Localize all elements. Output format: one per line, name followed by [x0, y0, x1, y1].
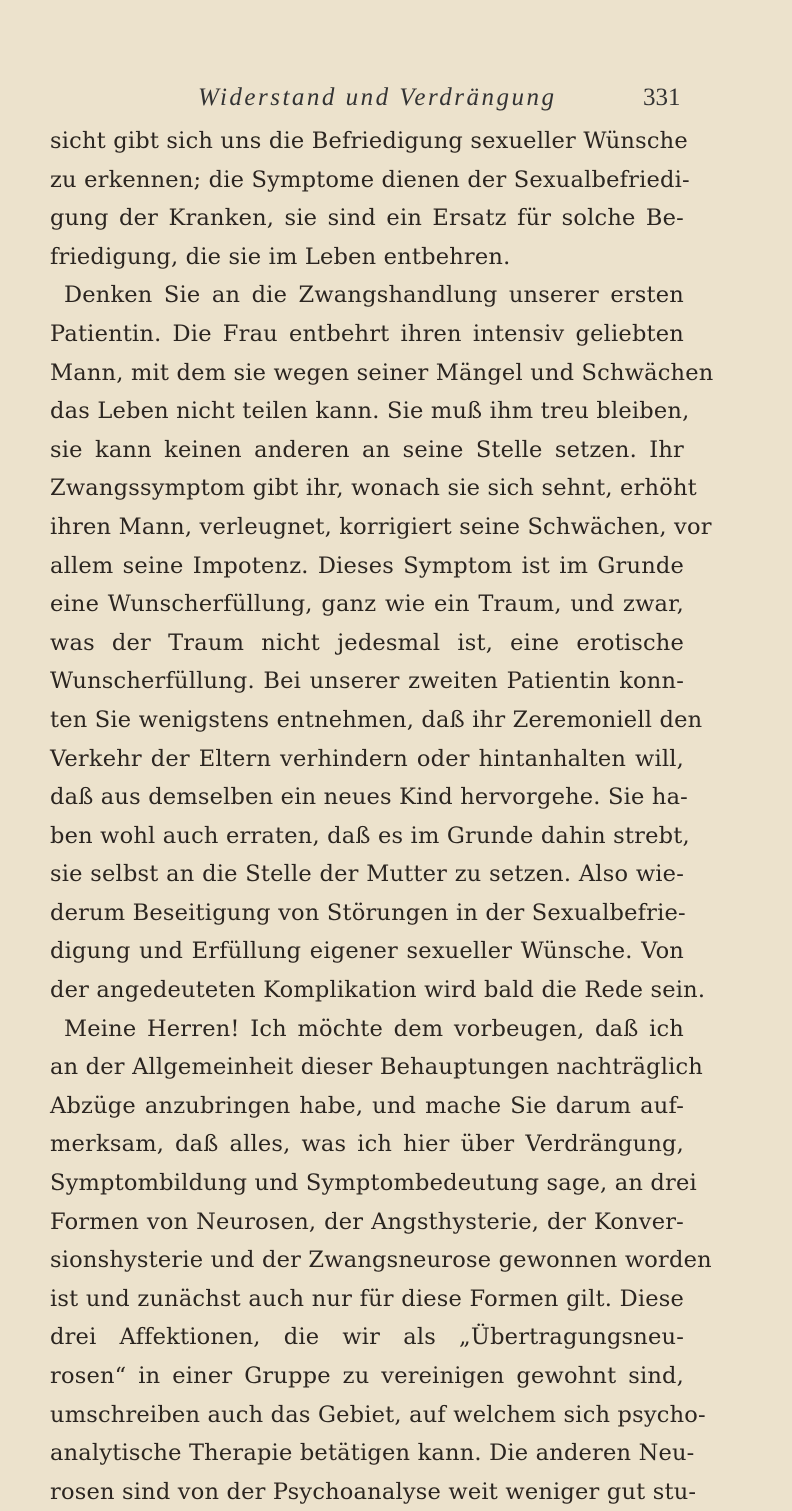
text-line: merksam, daß alles, was ich hier über Verdrängung, — [50, 1131, 684, 1158]
text-line: drei Affektionen, die wir als „Übertragungsneu- — [50, 1324, 684, 1351]
running-title: Widerstand und Verdrängung — [198, 84, 557, 111]
text-line: rosen“ in einer Gruppe zu vereinigen gewohnt sind, — [50, 1363, 684, 1389]
text-line: umschreiben auch das Gebiet, auf welchem sich psycho- — [50, 1401, 706, 1428]
body-text — [50, 122, 714, 1511]
text-line: Formen von Neurosen, der Angsthysterie, der Konver- — [50, 1208, 684, 1235]
text-line: sie kann keinen anderen an seine Stelle setzen. Ihr — [50, 436, 684, 463]
text-line: Patientin. Die Frau entbehrt ihren intensiv geliebten — [50, 320, 684, 347]
text-line: ten Sie wenigstens entnehmen, daß ihr Zeremoniell den — [50, 706, 703, 733]
text-line: gung der Kranken, sie sind ein Ersatz für solche Be- — [50, 205, 684, 232]
text-line: Wunscherfüllung. Bei unserer zweiten Patientin konn- — [50, 668, 684, 695]
text-line: ben wohl auch erraten, daß es im Grunde dahin strebt, — [50, 822, 690, 849]
text-line: an der Allgemeinheit dieser Behauptungen nachträglich — [50, 1054, 703, 1081]
text-line: Abzüge anzubringen habe, und mache Sie darum auf- — [50, 1092, 684, 1119]
text-line: der angedeuteten Komplikation wird bald die Rede sein. — [50, 977, 706, 1004]
text-line: was der Traum nicht jedesmal ist, eine erotische — [50, 629, 684, 656]
text-line: Verkehr der Eltern verhindern oder hintanhalten will, — [50, 745, 684, 772]
text-line: rosen sind von der Psychoanalyse weit weniger gut stu- — [50, 1478, 697, 1505]
text-line: sie selbst an die Stelle der Mutter zu setzen. Also wie- — [50, 861, 684, 888]
text-line: das Leben nicht teilen kann. Sie muß ihm treu bleiben, — [50, 398, 690, 425]
text-line: digung und Erfüllung eigener sexueller Wünsche. Von — [50, 938, 684, 965]
text-line: daß aus demselben ein neues Kind hervorgehe. Sie ha- — [50, 784, 688, 811]
text-line: Symptombildung und Symptombedeutung sage, an drei — [50, 1170, 697, 1197]
page-header — [0, 78, 792, 118]
text-line: analytische Therapie betätigen kann. Die anderen Neu- — [50, 1440, 695, 1467]
text-line: sicht gibt sich uns die Befriedigung sexueller Wünsche — [50, 128, 688, 154]
text-line: ist und zunächst auch nur für diese Formen gilt. Diese — [50, 1285, 684, 1312]
text-line: sionshysterie und der Zwangsneurose gewonnen worden — [50, 1247, 712, 1274]
text-line: allem seine Impotenz. Dieses Symptom ist im Grunde — [50, 552, 684, 579]
text-line: zu erkennen; die Symptome dienen der Sexualbefriedi- — [50, 166, 690, 193]
text-line: Mann, mit dem sie wegen seiner Mängel und Schwächen — [50, 359, 714, 386]
text-line: derum Beseitigung von Störungen in der Sexualbefrie- — [50, 899, 686, 926]
text-line: ihren Mann, verleugnet, korrigiert seine Schwächen, vor — [50, 513, 712, 540]
text-line: Zwangssymptom gibt ihr, wonach sie sich sehnt, erhöht — [50, 475, 697, 502]
page-number: 331 — [643, 84, 681, 111]
text-line: Meine Herren! Ich möchte dem vorbeugen, daß ich — [64, 1015, 684, 1042]
text-line: friedigung, die sie im Leben entbehren. — [50, 243, 511, 270]
text-line: eine Wunscherfüllung, ganz wie ein Traum, und zwar, — [50, 591, 684, 618]
text-line: Denken Sie an die Zwangshandlung unserer ersten — [64, 282, 684, 309]
